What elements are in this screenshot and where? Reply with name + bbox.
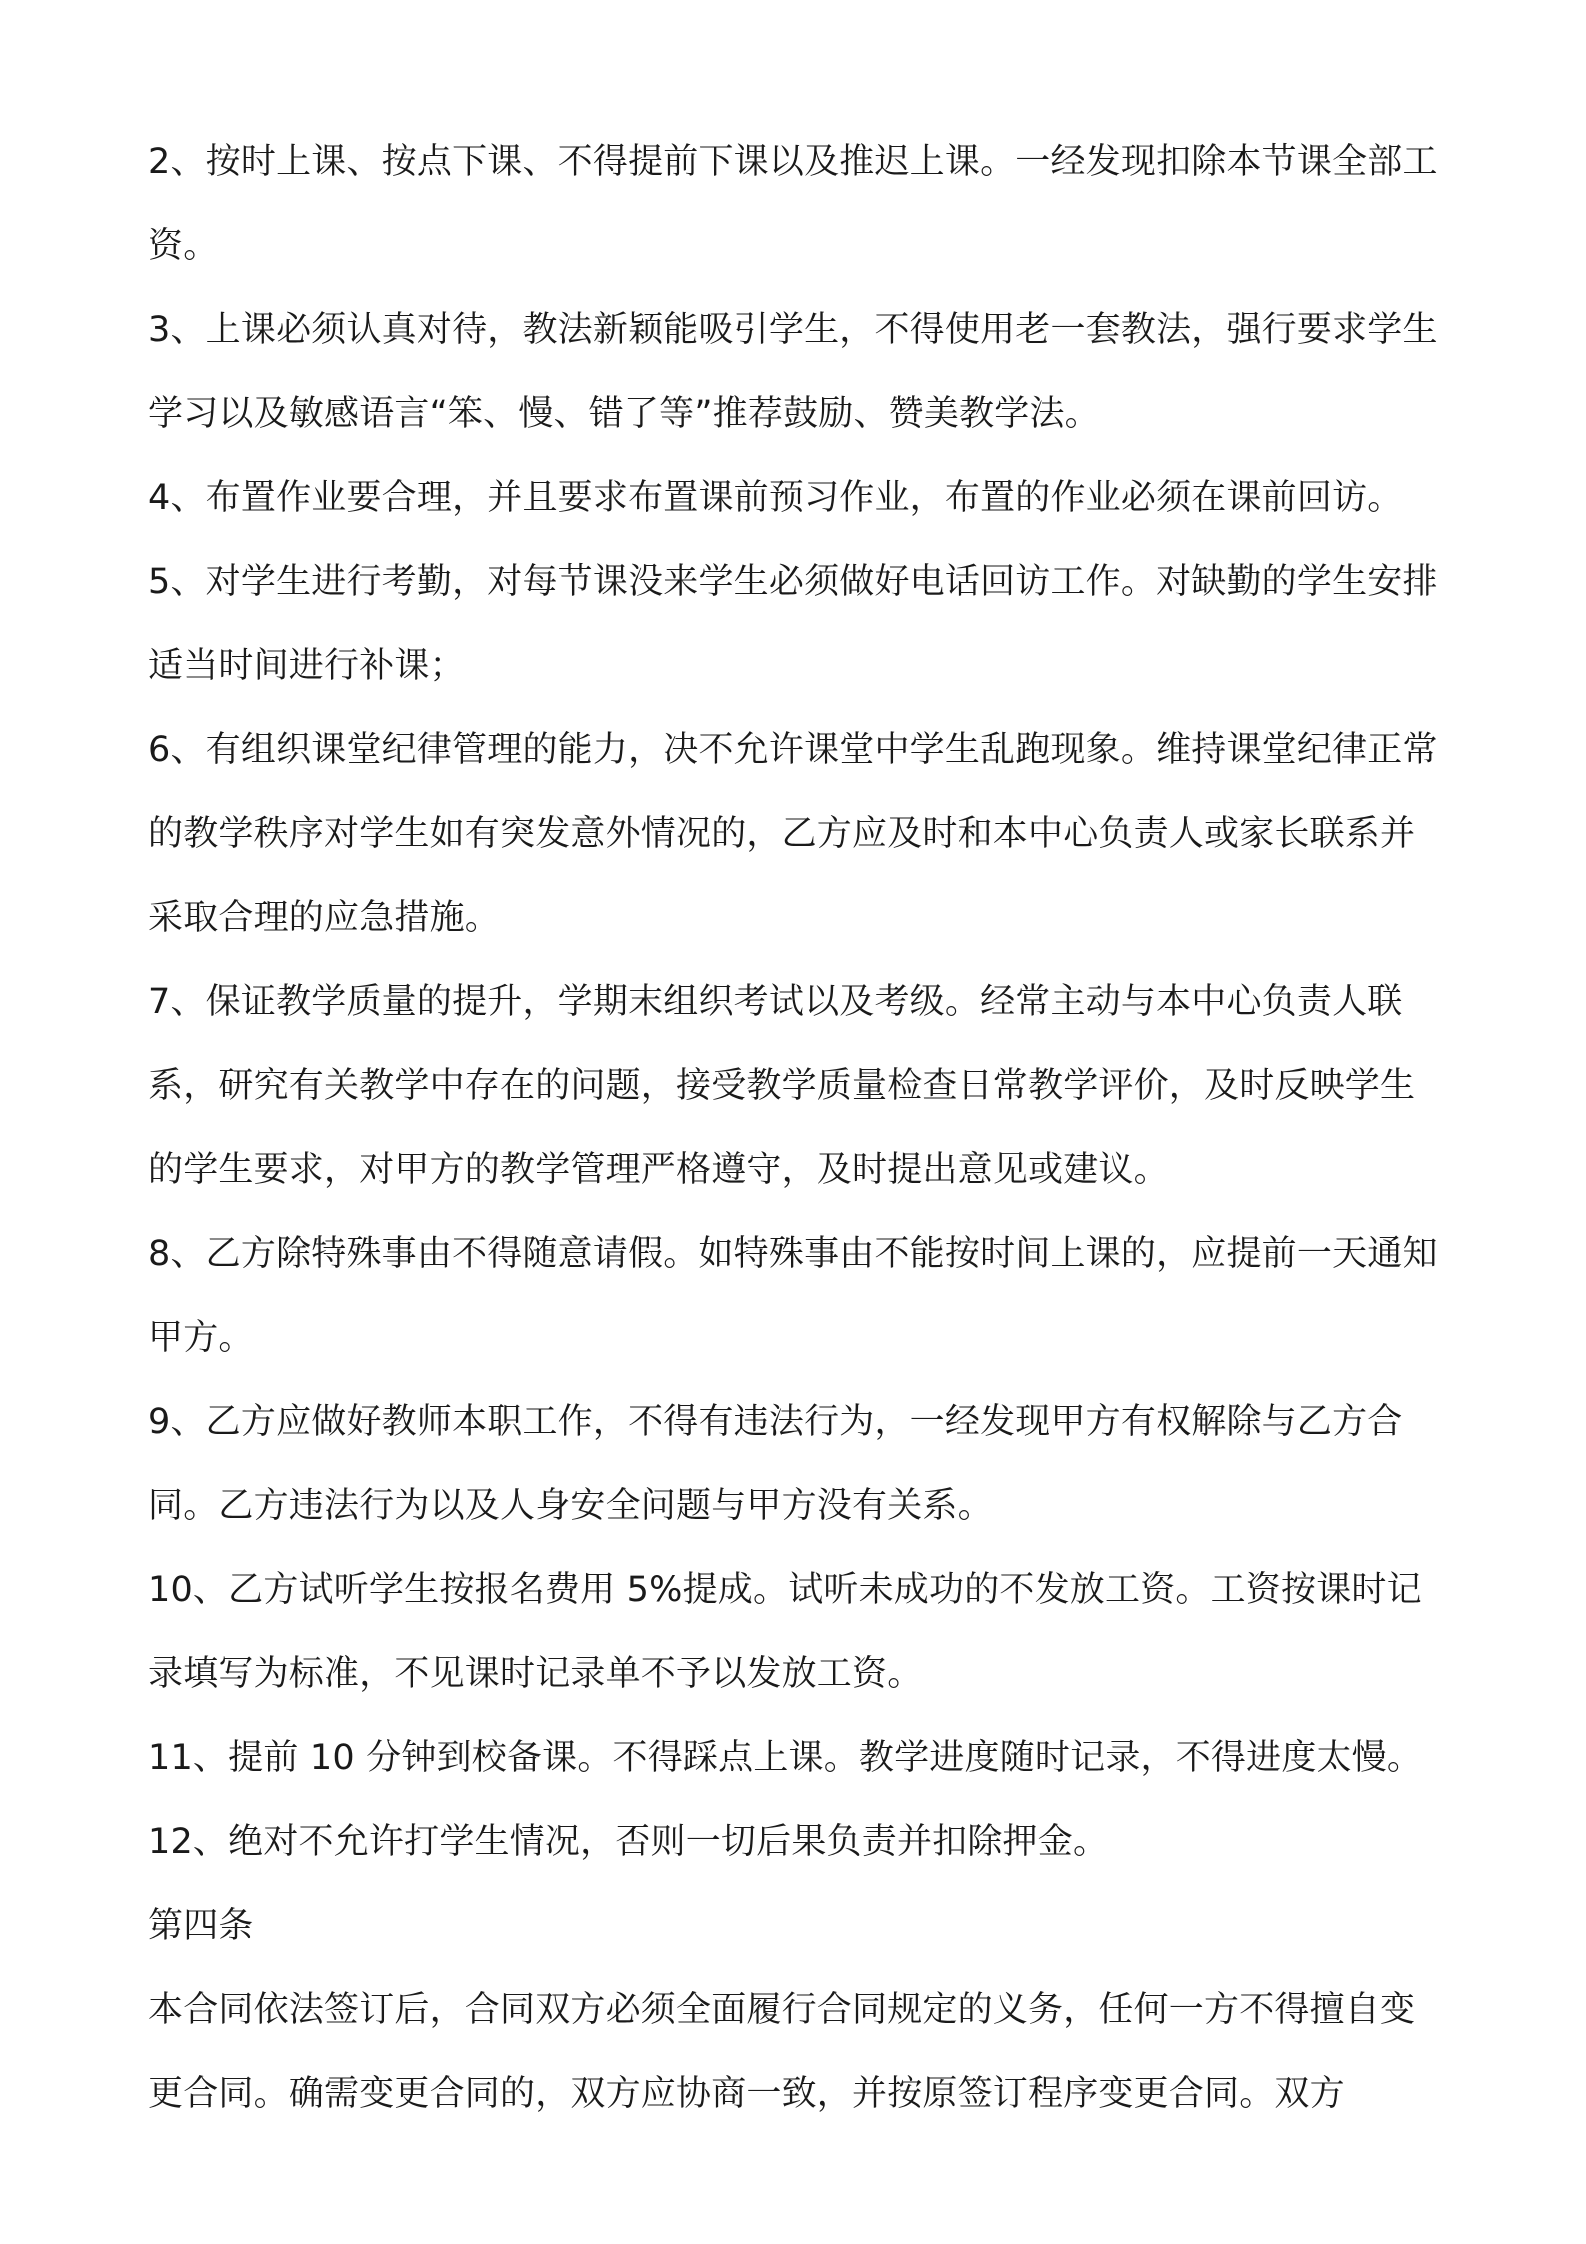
- clause-item-8: 8、乙方除特殊事由不得随意请假。如特殊事由不能按时间上课的，应提前一天通知甲方。: [148, 1234, 1438, 1358]
- clause-item-12: 12、绝对不允许打学生情况，否则一切后果负责并扣除押金。: [148, 1822, 1109, 1862]
- clause-item-5: 5、对学生进行考勤，对每节课没来学生必须做好电话回访工作。对缺勤的学生安排适当时间进行补课；: [148, 562, 1438, 686]
- clause-item-11: 11、提前 10 分钟到校备课。不得踩点上课。教学进度随时记录，不得进度太慢。: [148, 1738, 1423, 1778]
- clause-item-3: 3、上课必须认真对待，教法新颖能吸引学生，不得使用老一套教法，强行要求学生学习以及敏感语言“笨、慢、错了等”推荐鼓励、赞美教学法。: [148, 310, 1438, 434]
- clause-item-6: 6、有组织课堂纪律管理的能力，决不允许课堂中学生乱跑现象。维持课堂纪律正常的教学秩序对学生如有突发意外情况的，乙方应及时和本中心负责人或家长联系并采取合理的应急措施。: [148, 730, 1438, 938]
- clause-item-10: 10、乙方试听学生按报名费用 5%提成。试听未成功的不发放工资。工资按课时记录填写为标准，不见课时记录单不予以发放工资。: [148, 1570, 1422, 1694]
- clause-item-2: 2、按时上课、按点下课、不得提前下课以及推迟上课。一经发现扣除本节课全部工资。: [148, 142, 1438, 266]
- section-body: 本合同依法签订后，合同双方必须全面履行合同规定的义务，任何一方不得擅自变更合同。确需变更合同的，双方应协商一致，并按原签订程序变更合同。双方: [148, 1990, 1416, 2114]
- section-heading: 第四条: [148, 1906, 254, 1946]
- clause-item-4: 4、布置作业要合理，并且要求布置课前预习作业，布置的作业必须在课前回访。: [148, 478, 1403, 518]
- clause-item-9: 9、乙方应做好教师本职工作，不得有违法行为，一经发现甲方有权解除与乙方合同。乙方违法行为以及人身安全问题与甲方没有关系。: [148, 1402, 1403, 1526]
- document-body: [148, 120, 1448, 2136]
- clause-item-7: 7、保证教学质量的提升，学期末组织考试以及考级。经常主动与本中心负责人联系，研究有关教学中存在的问题，接受教学质量检查日常教学评价，及时反映学生的学生要求，对甲方的教学管理严格遵守，及时提出意见或建议。: [148, 982, 1416, 1190]
